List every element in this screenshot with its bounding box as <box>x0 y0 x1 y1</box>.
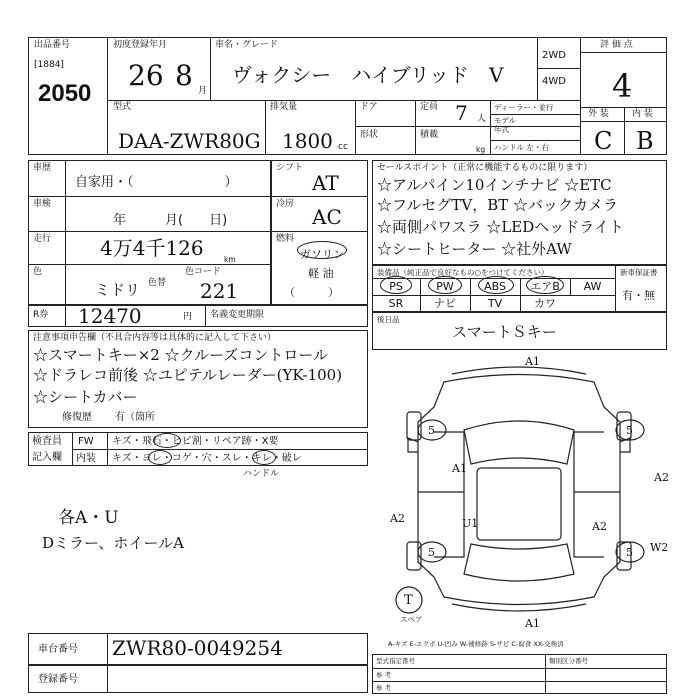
yore-circle <box>148 450 172 465</box>
selling-point-2: ☆フルセグTV，BT ☆バックカメラ <box>377 196 619 214</box>
inspector-fw: FW <box>78 436 94 447</box>
model-value: DAA-ZWR80G <box>118 129 261 153</box>
interior-label: 内 装 <box>632 109 653 119</box>
shift-value: AT <box>312 171 339 195</box>
mark-u1: U1 <box>462 517 479 530</box>
person-unit: 人 <box>477 114 487 124</box>
inspector-note-1: 各A・U <box>58 508 119 528</box>
inspector-sub-note: ハンドル <box>243 469 280 479</box>
selling-point-4: ☆シートヒーター ☆社外AW <box>377 240 572 258</box>
color-label: 色 <box>33 267 43 277</box>
fuel-label: 燃料 <box>276 234 295 244</box>
eq-abs-circle <box>478 276 514 294</box>
eq-pw-circle <box>428 276 462 294</box>
inspector-row-2: キズ・ヨレ・コゲ・穴・スレ・キレ・破レ <box>112 453 302 464</box>
model-label: 型式 <box>113 102 132 112</box>
eq-aw: AW <box>583 280 602 293</box>
lot-small: [1884] <box>34 60 64 70</box>
ac-label: 冷房 <box>276 199 295 209</box>
grade-value: 4 <box>612 67 633 105</box>
chassis-label: 車台番号 <box>38 644 78 655</box>
capacity-label: 定員 <box>420 102 439 112</box>
dealer-label: ディーラー・並行 <box>494 103 554 112</box>
fuel-paren: （ ） <box>284 286 339 299</box>
tire-rl: 5 <box>428 546 435 559</box>
category-label: 車歴 <box>33 163 52 173</box>
mark-w2: W2 <box>650 541 669 554</box>
tire-fl: 5 <box>428 424 435 437</box>
tire-fr: 5 <box>626 424 633 437</box>
color-code-value: 221 <box>200 279 239 303</box>
warranty-value: 有・無 <box>622 289 655 302</box>
eq-ps: PS <box>389 280 403 293</box>
mileage-value: 4万4千126 <box>100 236 204 260</box>
mark-a1-front: A1 <box>525 355 540 368</box>
first-reg-label: 初度登録年月 <box>113 40 168 50</box>
note-line-1: ☆スマートキー×2 ☆クルーズコントロール <box>33 346 329 364</box>
inspection-label: 車検 <box>33 199 52 209</box>
mark-a2-right: A2 <box>654 471 669 484</box>
category-value: 自家用・（ ） <box>75 175 238 190</box>
kg-unit: kg <box>476 145 486 154</box>
eq-airbag: エアB <box>530 280 560 293</box>
spare-label: スペア <box>400 615 423 624</box>
selling-point-1: ☆アルパイン10インチナビ ☆ETC <box>377 176 612 194</box>
shape-label: 形状 <box>360 130 379 140</box>
mark-a1-rear: A1 <box>525 617 540 630</box>
color-value: ミドリ <box>95 281 141 299</box>
registration-label: 登録番号 <box>38 674 78 685</box>
type-section <box>372 654 667 694</box>
door-label: ドア <box>360 102 378 112</box>
eq-pw: PW <box>436 280 454 293</box>
repair-label: 修復歴 <box>62 412 92 423</box>
interior-grade: B <box>636 127 654 155</box>
new-car-label: 新車保証書 <box>620 268 658 277</box>
km-unit: km <box>224 255 236 264</box>
handle-label: ハンドル 左・右 <box>494 143 549 152</box>
shift-label: シフト <box>276 163 304 173</box>
tire-rr: 5 <box>626 546 633 559</box>
owner-label: 名義変更期限 <box>210 310 265 320</box>
after-label: 後日品 <box>377 315 400 324</box>
fuel-gas-circle <box>297 241 347 259</box>
mark-a2-door: A2 <box>592 520 607 533</box>
capacity-value: 7 <box>455 101 468 125</box>
exterior-label: 外 装 <box>588 109 609 119</box>
lot-label: 出品番号 <box>34 40 71 50</box>
inspector-label-2: 記入欄 <box>32 452 62 463</box>
tone-label: 色替 <box>148 278 167 288</box>
mark-a2-left: A2 <box>390 512 405 525</box>
eq-leather: カワ <box>534 297 556 310</box>
eq-sr: SR <box>388 297 404 310</box>
drive-2wd: 2WD <box>542 50 566 61</box>
damage-legend: A-キズ E-エクボ U-凹み W-補修跡 S-サビ C-腐食 XX-交換済 <box>388 640 564 648</box>
displacement-value: 1800 <box>282 129 333 153</box>
selling-point-3: ☆両側パワスラ ☆LEDヘッドライト <box>377 218 624 236</box>
exterior-grade: C <box>594 127 613 155</box>
car-diagram <box>372 352 667 622</box>
recycle-value: 12470 <box>78 304 142 328</box>
inspector-interior: 内装 <box>76 453 96 464</box>
yen-unit: 円 <box>183 312 193 322</box>
sure-circle <box>252 450 276 465</box>
reference-label-2: 参 考 <box>376 684 392 692</box>
notes-label: 注意事項申告欄（不具合内容等は具体的に記入して下さい） <box>33 333 277 343</box>
ac-value: AC <box>312 205 342 229</box>
inspection-value: 年 月( 日) <box>113 213 228 228</box>
model-year-label: モデル 年式 <box>494 116 517 134</box>
equipment-label: 装備品（純正品で良好なもの○をつけてください） <box>377 268 549 277</box>
registration-section <box>28 665 368 693</box>
reference-label-1: 参 考 <box>376 671 392 679</box>
spare-mark: T <box>404 593 413 608</box>
drive-4wd: 4WD <box>542 76 566 87</box>
car-name-label: 車名・グレード <box>215 40 279 50</box>
lot-number: 2050 <box>38 80 92 107</box>
fuel-gas: ガソリン <box>300 248 344 261</box>
fuel-light: 軽 油 <box>308 267 334 280</box>
grade-label: 評 価 点 <box>600 40 633 50</box>
reg-month: 8 <box>175 59 193 92</box>
type-number-label: 型式指定番号 <box>376 657 415 665</box>
note-line-2: ☆ドラレコ前後 ☆ユピテルレーダー(YK-100) <box>33 366 343 384</box>
eq-tv: TV <box>487 297 503 310</box>
inspector-label-1: 検査員 <box>32 436 62 447</box>
eq-navi: ナビ <box>434 297 456 310</box>
repair-value: 有（箇所 <box>115 412 155 423</box>
color-code-label: 色コード <box>185 267 222 277</box>
chip-circle <box>153 433 181 448</box>
displacement-label: 排気量 <box>270 102 298 112</box>
recycle-label: R券 <box>33 310 49 320</box>
selling-points-label: セールスポイント（正常に機能するものに限ります） <box>377 163 593 173</box>
chassis-value: ZWR80-0049254 <box>112 636 283 660</box>
inspector-note-2: Dミラー、ホイールA <box>42 534 184 552</box>
inspector-row-1: キズ・飛石・ヒビ割・リペア跡・X要 <box>112 436 279 447</box>
car-name: ヴォクシー ハイブリッド V <box>232 63 504 87</box>
eq-ps-circle <box>380 276 412 294</box>
reg-year: 26 <box>128 59 164 92</box>
mark-a1-left: A1 <box>452 462 467 475</box>
note-line-3: ☆シートカバー <box>33 388 138 406</box>
load-label: 積載 <box>420 130 439 140</box>
cc-unit: cc <box>338 142 348 152</box>
after-value: スマートＳキー <box>452 323 557 341</box>
category-number-label: 類別区分番号 <box>549 657 588 665</box>
eq-abs: ABS <box>484 280 506 293</box>
mileage-label: 走行 <box>33 234 52 244</box>
eq-airbag-circle <box>526 276 564 294</box>
month-unit: 月 <box>198 86 208 96</box>
